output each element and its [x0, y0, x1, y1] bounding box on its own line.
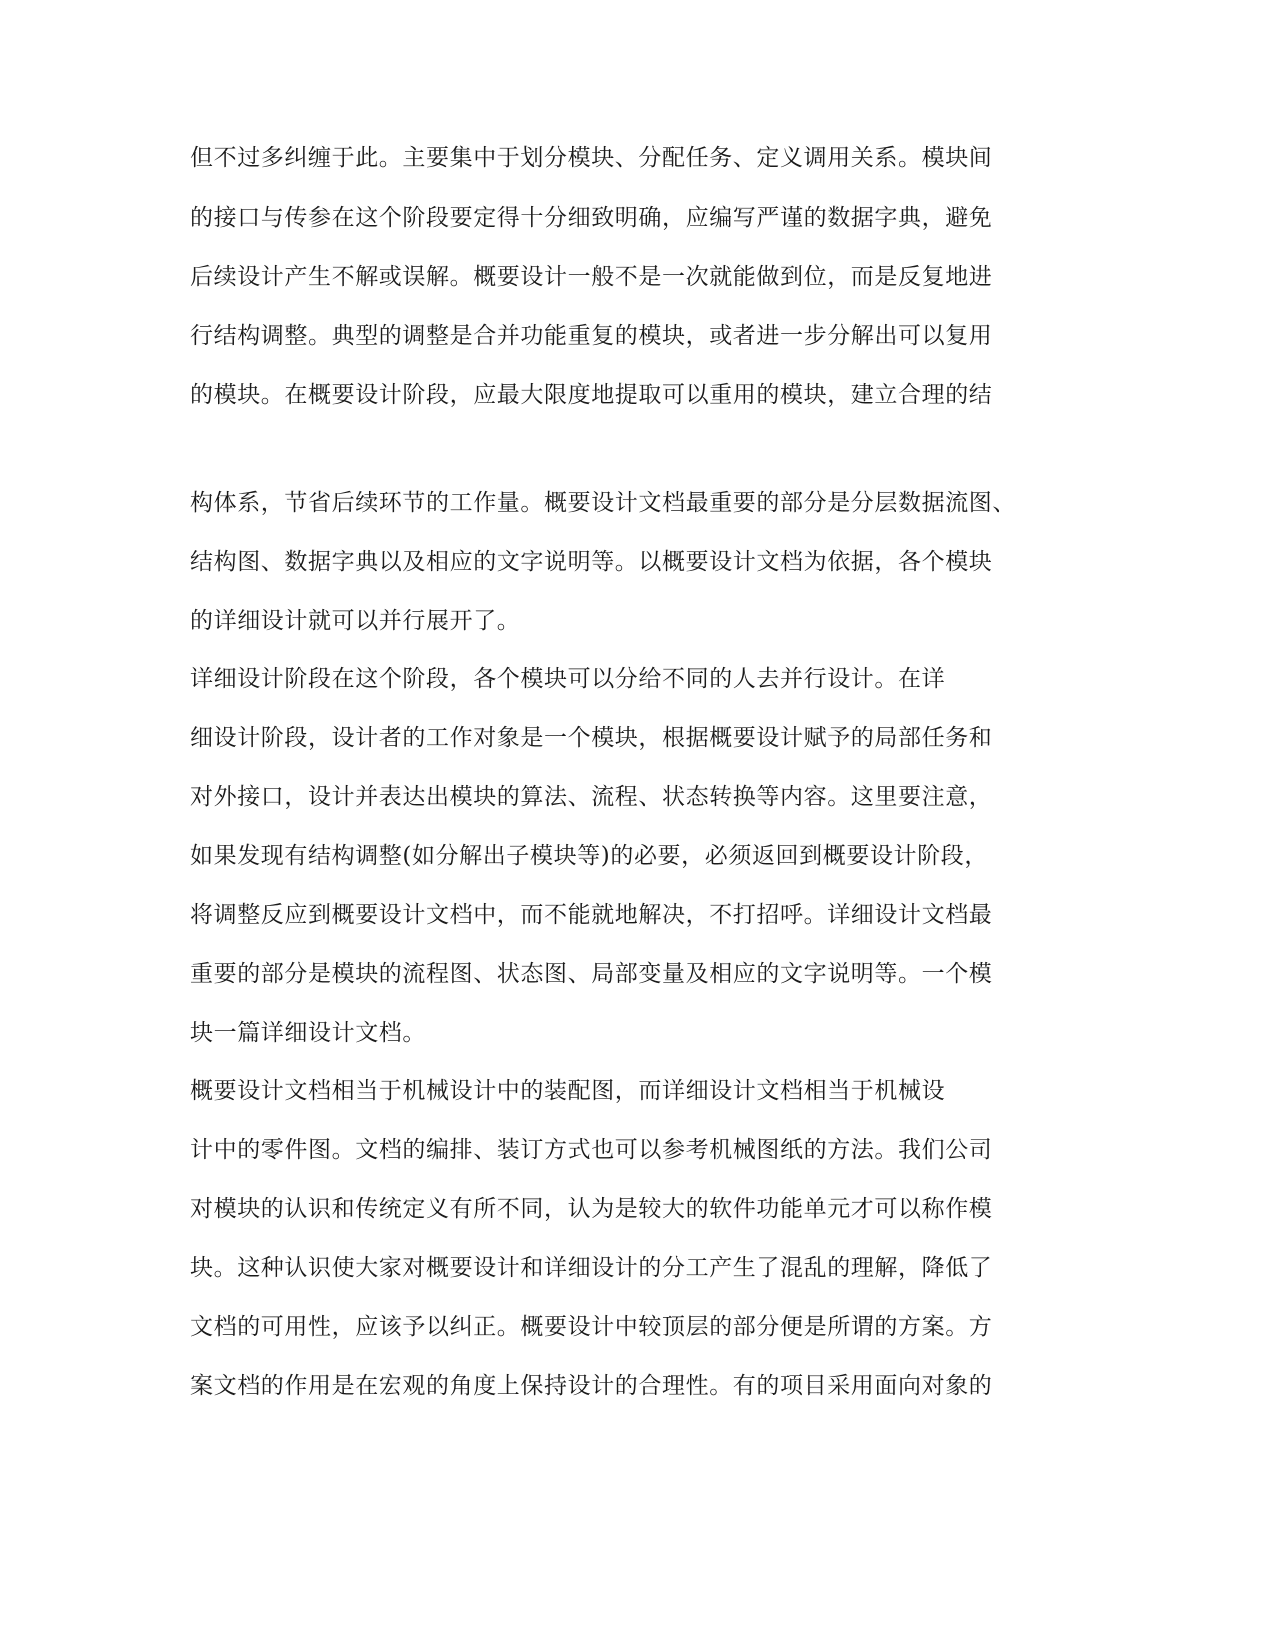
text-line: 案文档的作用是在宏观的角度上保持设计的合理性。有的项目采用面向对象的: [190, 1373, 993, 1399]
text-line: 行结构调整。典型的调整是合并功能重复的模块，或者进一步分解出可以复用: [190, 323, 993, 349]
text-line: 详细设计阶段在这个阶段，各个模块可以分给不同的人去并行设计。在详: [190, 666, 946, 692]
text-line: 细设计阶段，设计者的工作对象是一个模块，根据概要设计赋予的局部任务和: [190, 725, 993, 751]
text-line: 块一篇详细设计文档。: [190, 1020, 426, 1046]
text-line: 的详细设计就可以并行展开了。: [190, 608, 521, 634]
text-line: 对模块的认识和传统定义有所不同，认为是较大的软件功能单元才可以称作模: [190, 1196, 993, 1222]
text-line: 文档的可用性，应该予以纠正。概要设计中较顶层的部分便是所谓的方案。方: [190, 1314, 993, 1340]
text-line: 对外接口，设计并表达出模块的算法、流程、状态转换等内容。这里要注意，: [190, 784, 993, 810]
text-line: 如果发现有结构调整(如分解出子模块等)的必要，必须返回到概要设计阶段，: [190, 843, 988, 869]
text-line: 的模块。在概要设计阶段，应最大限度地提取可以重用的模块，建立合理的结: [190, 382, 993, 408]
text-line: 后续设计产生不解或误解。概要设计一般不是一次就能做到位，而是反复地进: [190, 264, 993, 290]
text-line: 但不过多纠缠于此。主要集中于划分模块、分配任务、定义调用关系。模块间: [190, 145, 993, 171]
text-line: 结构图、数据字典以及相应的文字说明等。以概要设计文档为依据，各个模块: [190, 549, 993, 575]
text-line: 将调整反应到概要设计文档中，而不能就地解决，不打招呼。详细设计文档最: [190, 902, 993, 928]
text-line: 计中的零件图。文档的编排、装订方式也可以参考机械图纸的方法。我们公司: [190, 1137, 993, 1163]
text-line: 概要设计文档相当于机械设计中的装配图，而详细设计文档相当于机械设: [190, 1078, 946, 1104]
text-line: 的接口与传参在这个阶段要定得十分细致明确，应编写严谨的数据字典，避免: [190, 205, 993, 231]
text-line: 重要的部分是模块的流程图、状态图、局部变量及相应的文字说明等。一个模: [190, 961, 993, 987]
text-line: 构体系，节省后续环节的工作量。概要设计文档最重要的部分是分层数据流图、: [190, 490, 1016, 516]
text-line: 块。这种认识使大家对概要设计和详细设计的分工产生了混乱的理解，降低了: [190, 1255, 993, 1281]
